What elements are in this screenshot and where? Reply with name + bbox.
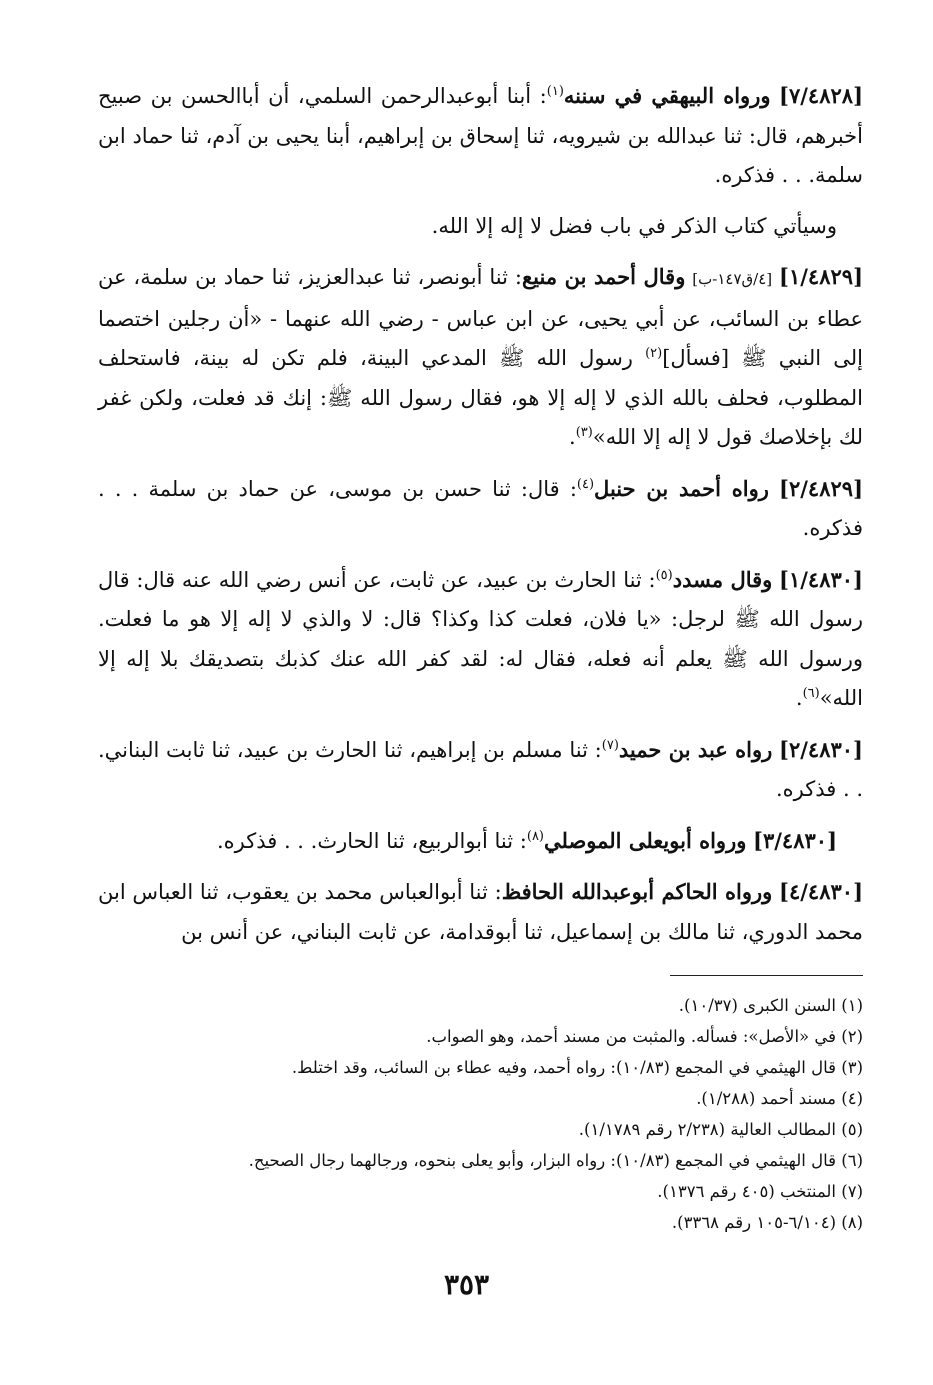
entry-text: : ثنا مسلم بن إبراهيم، ثنا الحارث بن عبيد، ثنا ثابت البناني. . . فذكره. [98,737,863,801]
entry-text: : ثنا أبوالربيع، ثنا الحارث. . . فذكره. [216,828,527,853]
entry-4830-1 [98,560,863,719]
entry-heading: وقال أحمد بن منيع [521,264,686,289]
footnote-3: (٣) قال الهيثمي في المجمع (١٠/٨٣): رواه أحمد، وفيه عطاء بن السائب، وقد اختلط. [291,1058,863,1077]
entry-end: . [795,686,803,710]
footnote-ref: (٢) [645,346,663,361]
entry-4830-4 [98,872,863,952]
footnote-ref: (٣) [575,425,593,440]
footnote-ref: (٨) [526,828,544,844]
footnote-2: (٢) في «الأصل»: فسأله. والمثبت من مسند أحمد، وهو الصواب. [426,1027,863,1046]
entry-text: : ثنا أبوالعباس محمد بن يعقوب، ثنا العباس ابن محمد الدوري، ثنا مالك بن إسماعيل، ثنا أبوقدامة، عن ثابت البناني، عن أنس بن [98,880,863,944]
entry-text: : ثنا الحارث بن عبيد، عن ثابت، عن أنس رضي الله عنه قال: قال رسول الله ﷺ لرجل: «يا فلان، فعلت كذا وكذا؟ قال: لا والذي لا إله إلا هو ما فعلت. ورسول الله ﷺ يعلم أنه فعله، فقال له: لقد كفر الله عنك كذبك بتصديقك بلا إله إلا الله» [98,567,863,710]
entry-end: . [569,425,576,449]
entry-text: وسيأتي كتاب الذكر في باب فضل لا إله إلا الله. [431,213,837,238]
entry-text: : ثنا أبونصر، ثنا عبدالعزيز، ثنا حماد بن سلمة، عن عطاء بن السائب، عن أبي يحيى، عن ابن عباس - رضي الله عنهما - «أن رجلين اختصما إلى النبي ﷺ [فسأل] [98,265,863,370]
footnote-ref: (٥) [655,567,673,583]
page-number: ٣٥٣ [443,1268,490,1301]
entry-number: [٣/٤٨٣٠] [753,827,837,853]
entry-number: [٧/٤٨٢٨] [779,83,863,108]
entry-heading: ورواه أبويعلى الموصلي [544,827,747,853]
footnote-ref: (٤) [576,476,595,492]
entry-4828-7 [98,76,863,196]
entry-number: [١/٤٨٣٠] [779,566,863,592]
entry-heading: رواه أحمد بن حنبل [594,475,769,501]
entry-4830-3 [98,821,863,862]
entry-number: [٢/٤٨٢٩] [779,475,863,501]
footnote-8: (٨) (٦/١٠٤-١٠٥ رقم ٣٣٦٨). [671,1213,863,1232]
entry-text-continued: رسول الله ﷺ المدعي البينة، فلم تكن له بينة، فاستحلف المطلوب، فحلف بالله الذي لا إله إلا هو، فقال رسول الله ﷺ: إنك قد فعلت، ولكن غفر لك بإخلاصك قول لا إله إلا الله» [98,346,863,449]
main-text [98,76,863,963]
entry-number: [٤/٤٨٣٠] [779,879,863,904]
entry-text: : أبنا أبوعبدالرحمن السلمي، أن أباالحسن بن صبيح أخبرهم، قال: ثنا عبدالله بن شيرويه، ثنا إسحاق بن إبراهيم، أبنا يحيى بن آدم، ثنا حماد ابن سلمة. . . فذكره. [98,84,863,187]
footnotes [98,990,863,1238]
cross-reference-note [98,207,863,247]
entry-heading: ورواه الحاكم أبوعبدالله الحافظ [501,879,773,904]
entry-4829-2 [98,469,863,549]
footnote-6: (٦) قال الهيثمي في المجمع (١٠/٨٣): رواه البزار، وأبو يعلى بنحوه، ورجالهما رجال الصحيح. [248,1151,863,1170]
footnote-ref: (٦) [802,686,820,701]
entry-heading: رواه عبد بن حميد [618,736,773,762]
entry-4830-2 [98,730,863,810]
footnote-1: (١) السنن الكبرى (١٠/٣٧). [678,996,863,1015]
footnote-divider [670,975,863,976]
footnote-5: (٥) المطالب العالية (٢/٢٣٨ رقم ١/١٧٨٩). [578,1120,863,1139]
footnote-ref: (١) [546,84,564,99]
entry-text: : قال: ثنا حسن بن موسى، عن حماد بن سلمة . . . فذكره. [98,476,863,540]
entry-number: [١/٤٨٢٩] [779,264,863,289]
entry-heading: ورواه البيهقي في سننه [563,83,771,108]
footnote-7: (٧) المنتخب (٤٠٥ رقم ١٣٧٦). [657,1182,863,1201]
entry-heading: وقال مسدد [672,566,773,592]
manuscript-folio: [٤/ق١٤٧-ب] [692,270,773,288]
footnote-4: (٤) مسند أحمد (١/٢٨٨). [696,1089,863,1108]
entry-4829-1 [98,257,863,458]
entry-number: [٢/٤٨٣٠] [779,736,863,762]
footnote-ref: (٧) [601,737,619,753]
